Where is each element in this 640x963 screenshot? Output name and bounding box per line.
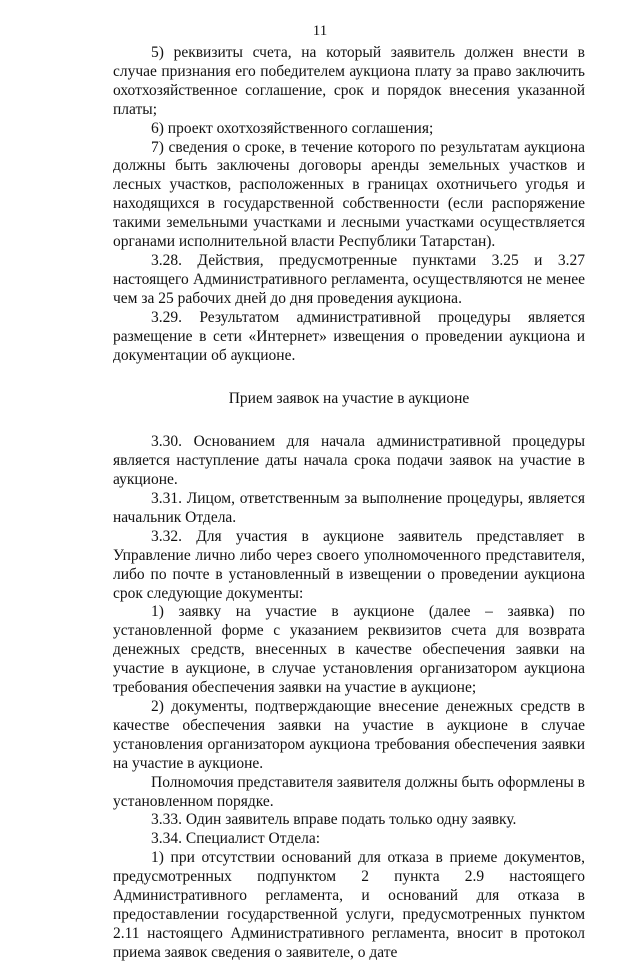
clause-3-32-item-2: 2) документы, подтверждающие внесение денежных средств в качестве обеспечения заявки на участие в аукционе в случае установления организатором аукциона требования обеспечения заявки на участие в аукционе. (113, 698, 585, 772)
page-number: 11 (312, 23, 328, 39)
document-body (113, 44, 585, 963)
clause-3-31: 3.31. Лицом, ответственным за выполнение процедуры, является начальник Отдела. (113, 490, 585, 526)
clause-3-30: 3.30. Основанием для начала административной процедуры является наступление даты начала срока подачи заявок на участие в аукционе. (113, 433, 585, 489)
list-item-7: 7) сведения о сроке, в течение которого по результатам аукциона должны быть заключены договоры аренды земельных участков и лесных участков, расположенных в границах охотничьего угодья и находящихся в государственной собственности (если распоряжение такими земельными участками и лесными участками осуществляется органами исполнительной власти Республики Татарстан). (113, 138, 585, 251)
representative-authority-paragraph: Полномочия представителя заявителя должны быть оформлены в установленном порядке. (113, 773, 585, 810)
list-item-5: 5) реквизиты счета, на который заявитель должен внести в случае признания его победителем аукциона плату за право заключить охотхозяйственное соглашение, срок и порядок внесения указанной платы; (113, 44, 585, 118)
section-heading: Прием заявок на участие в аукционе (228, 390, 470, 408)
clause-3-34-item-1: 1) при отсутствии оснований для отказа в приеме документов, предусмотренных подпунктом 2 пункта 2.9 настоящего Административного регламента, и оснований для отказа в предоставлении государственной услуги, предусмотренных пунктом 2.11 настоящего Административного регламента, вносит в протокол приема заявок сведения о заявителе, о дате (113, 849, 585, 961)
clause-3-34: 3.34. Специалист Отдела: (151, 830, 321, 848)
clause-3-32: 3.32. Для участия в аукционе заявитель представляет в Управление лично либо через своего уполномоченного представителя, либо по почте в установленный в извещении о проведении аукциона срок следующие документы: (113, 527, 585, 602)
clause-3-29: 3.29. Результатом административной процедуры является размещение в сети «Интернет» извещения о проведении аукциона и документации об аукционе. (113, 308, 585, 364)
list-item-6: 6) проект охотхозяйственного соглашения; (151, 119, 434, 137)
clause-3-33: 3.33. Один заявитель вправе подать только одну заявку. (151, 811, 517, 829)
clause-3-28: 3.28. Действия, предусмотренные пунктами 3.25 и 3.27 настоящего Административного регламента, осуществляются не менее чем за 25 рабочих дней до дня проведения аукциона. (113, 251, 585, 307)
clause-3-32-item-1: 1) заявку на участие в аукционе (далее – заявка) по установленной форме с указанием реквизитов счета для возврата денежных средств, внесенных в качестве обеспечения заявки на участие в аукционе, в случае установления организатором аукциона требования обеспечения заявки на участие в аукционе; (113, 603, 585, 697)
